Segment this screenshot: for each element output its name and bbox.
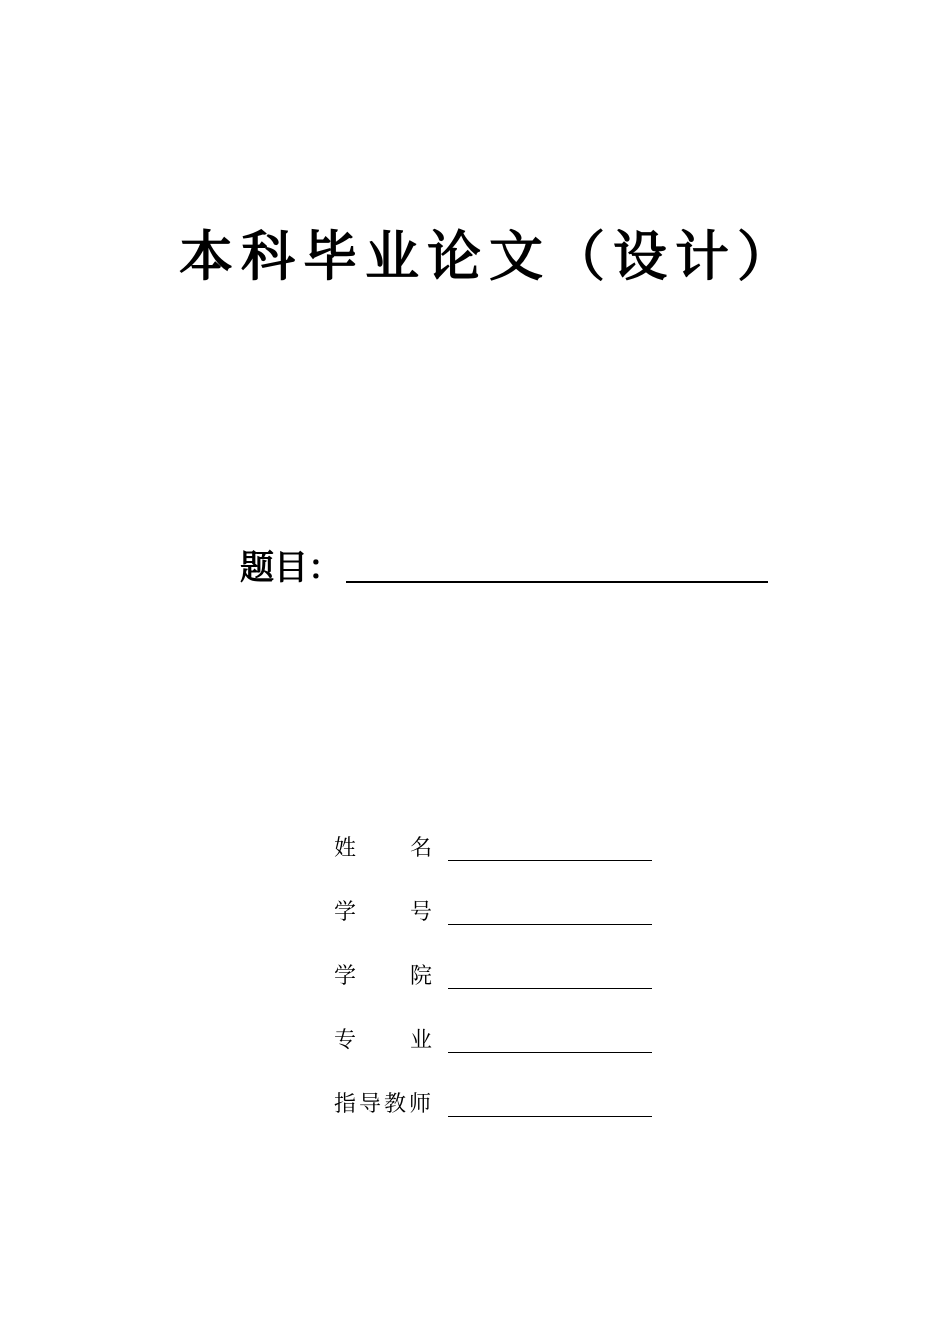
college-label-char-2: 院 — [410, 964, 433, 989]
college-label — [334, 962, 434, 992]
name-label-char-1: 姓 — [334, 836, 357, 861]
advisor-label-char-2: 导 — [359, 1092, 382, 1117]
advisor-label-char-4: 师 — [409, 1092, 432, 1117]
college-underline — [448, 988, 652, 989]
name-label-char-2: 名 — [410, 836, 433, 861]
advisor-underline — [448, 1116, 652, 1117]
major-underline — [448, 1052, 652, 1053]
advisor-row — [334, 1086, 664, 1150]
student-id-underline — [448, 924, 652, 925]
student-info-block — [334, 830, 664, 1150]
student-id-label-char-2: 号 — [410, 900, 433, 925]
cover-title: 本科毕业论文（设计） — [179, 224, 799, 288]
student-id-row — [334, 894, 664, 958]
college-label-char-1: 学 — [334, 964, 357, 989]
major-label-char-2: 业 — [410, 1028, 433, 1053]
topic-underline — [346, 581, 768, 583]
major-row — [334, 1022, 664, 1086]
advisor-label — [334, 1090, 434, 1120]
student-id-label-char-1: 学 — [334, 900, 357, 925]
major-label-char-1: 专 — [334, 1028, 357, 1053]
advisor-label-char-1: 指 — [334, 1092, 357, 1117]
topic-row — [240, 545, 770, 591]
college-row — [334, 958, 664, 1022]
advisor-label-char-3: 教 — [384, 1092, 407, 1117]
name-label — [334, 834, 434, 864]
major-label — [334, 1026, 434, 1056]
topic-label: 题目： — [240, 548, 342, 588]
student-id-label — [334, 898, 434, 928]
name-row — [334, 830, 664, 894]
name-underline — [448, 860, 652, 861]
